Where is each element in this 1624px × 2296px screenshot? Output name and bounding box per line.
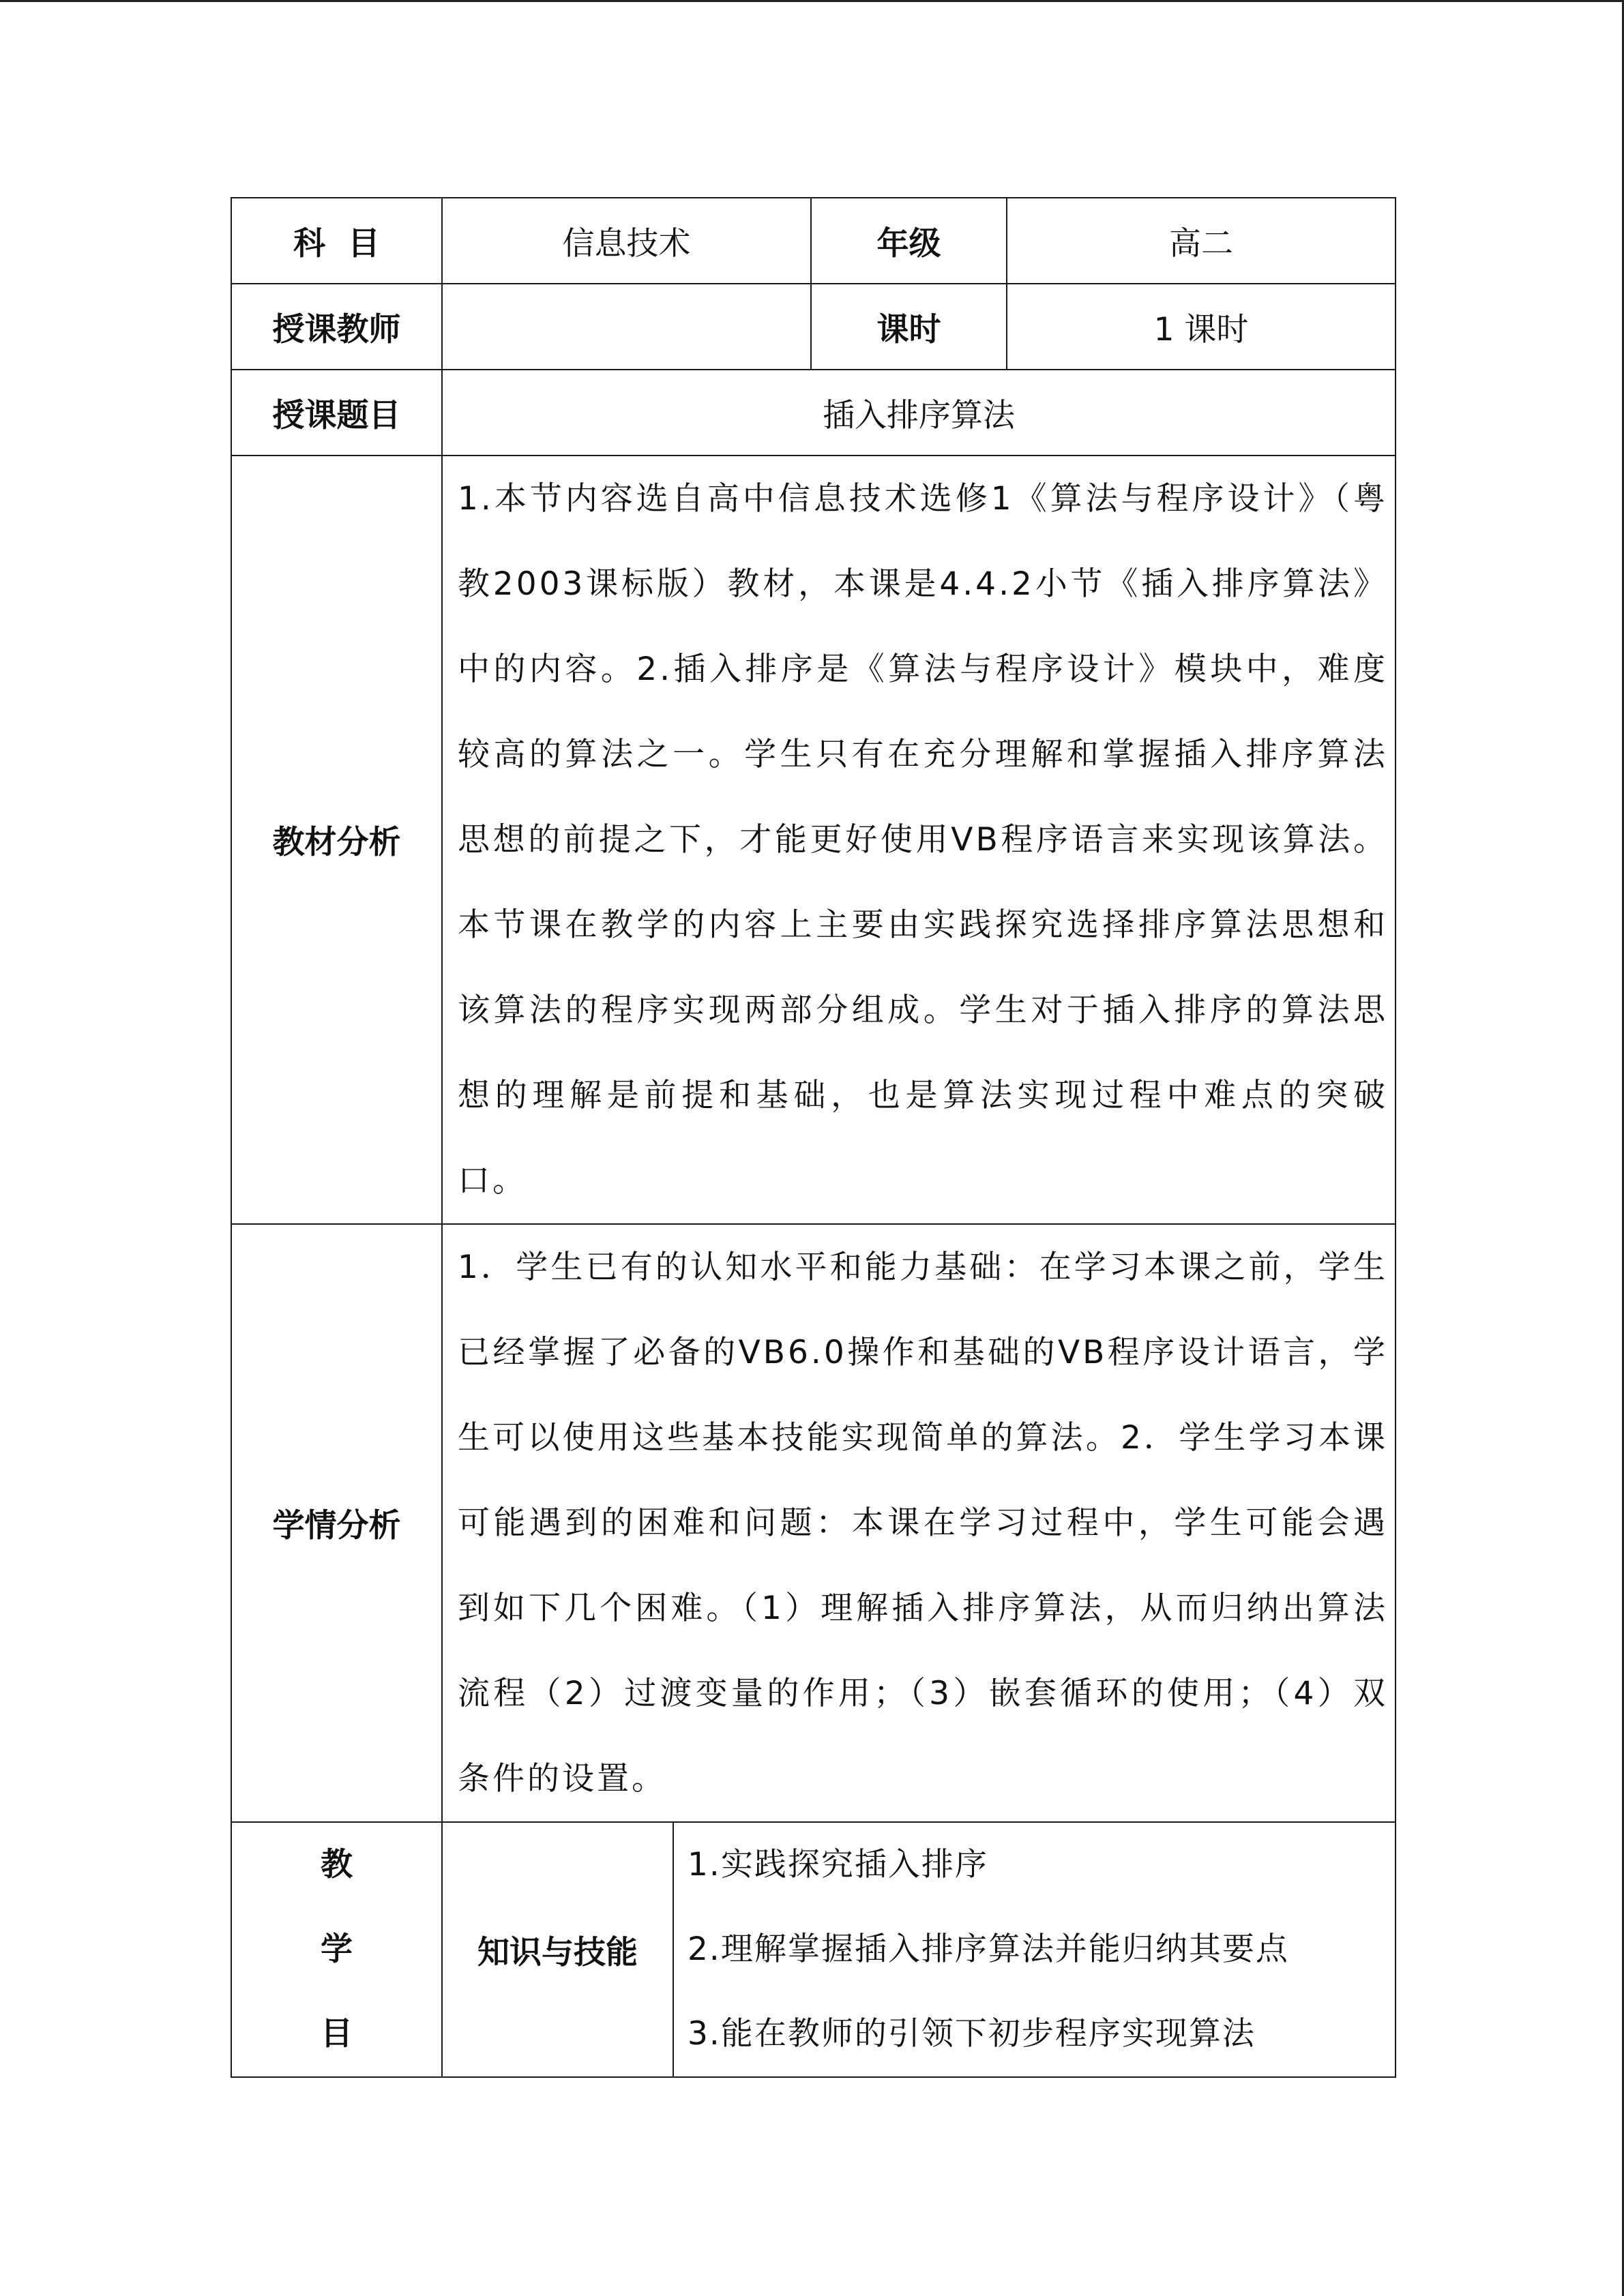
hours-value: 1 课时 [1007, 284, 1396, 370]
student-analysis-cell [442, 1224, 1396, 1822]
row-subject [231, 198, 1396, 284]
grade-value: 高二 [1007, 198, 1396, 284]
goal-item: 2.理解掌握插入排序算法并能归纳其要点 [688, 1930, 1289, 1968]
row-student-analysis [231, 1224, 1396, 1822]
goal-label-char: 教 [321, 1846, 353, 1883]
goal-label-char: 目 [321, 2015, 353, 2053]
row-teaching-goals [231, 1822, 1396, 2077]
goal-item: 3.能在教师的引领下初步程序实现算法 [688, 2015, 1256, 2053]
goal-item: 1.实践探究插入排序 [688, 1846, 988, 1883]
hours-label: 课时 [811, 284, 1007, 370]
lesson-plan-table [231, 197, 1396, 2078]
student-analysis-label: 学情分析 [231, 1224, 442, 1822]
textbook-analysis-label: 教材分析 [231, 456, 442, 1224]
teacher-value [442, 284, 811, 370]
knowledge-skill-label: 知识与技能 [442, 1822, 673, 2077]
goal-label-char: 学 [321, 1930, 353, 1968]
teaching-goals-label [231, 1822, 442, 2077]
grade-label: 年级 [811, 198, 1007, 284]
subject-label: 科 目 [231, 198, 442, 284]
row-topic [231, 370, 1396, 456]
goals-list-cell [673, 1822, 1396, 2077]
subject-value: 信息技术 [442, 198, 811, 284]
topic-label: 授课题目 [231, 370, 442, 456]
textbook-analysis-cell [442, 456, 1396, 1224]
row-textbook-analysis [231, 456, 1396, 1224]
row-teacher [231, 284, 1396, 370]
goals-list [674, 1823, 1395, 2076]
topic-value: 插入排序算法 [442, 370, 1396, 456]
student-analysis-text: 1．学生已有的认知水平和能力基础：在学习本课之前，学生已经掌握了必备的VB6.0操作和基础的VB程序设计语言，学生可以使用这些基本技能实现简单的算法。2．学生学习本课可能遇到的困难和问题：本课在学习过程中，学生可能会遇到如下几个困难。（1）理解插入排序算法，从而归纳出算法流程（2）过渡变量的作用；（3）嵌套循环的使用；（4）双条件的设置。 [458, 1249, 1388, 1798]
textbook-analysis-text: 1.本节内容选自高中信息技术选修1《算法与程序设计》（粤教2003课标版）教材，本课是4.4.2小节《插入排序算法》中的内容。2.插入排序是《算法与程序设计》模块中，难度较高的算法之一。学生只有在充分理解和掌握插入排序算法思想的前提之下，才能更好使用VB程序语言来实现该算法。本节课在教学的内容上主要由实践探究选择排序算法思想和该算法的程序实现两部分组成。学生对于插入排序的算法思想的理解是前提和基础，也是算法实现过程中难点的突破口。 [458, 480, 1388, 1199]
teacher-label: 授课教师 [231, 284, 442, 370]
